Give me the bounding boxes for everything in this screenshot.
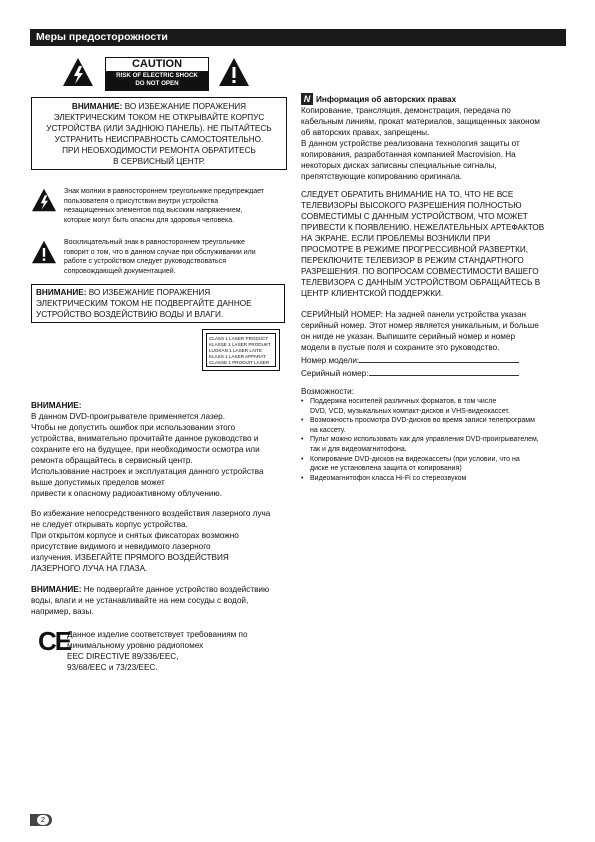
progressive-line: ЦЕНТР КЛИЕНТСКОЙ ПОДДЕРЖКИ. [301,289,444,298]
ce-text-line: минимальному уровню радиопомех [67,641,204,650]
lightning-note-line: которые могут быть опасны для здоровья человека. [64,216,235,224]
ce-compliance-text [67,629,292,673]
warning-box2-line-3: УСТРОЙСТВО ВОЗДЕЙСТВИЮ ВОДЫ И ВЛАГИ. [36,310,224,319]
caution-label [105,57,209,91]
laser-exposure-line: не следует открывать корпус устройства. [31,520,188,529]
model-number-row [301,353,571,366]
lightning-symbol-icon [31,188,57,212]
copyright-line: кабельным линиям, прокат материалов, защищенных законом [301,117,540,126]
progressive-scan-warning [301,189,571,299]
laser-label-line: LUOKAN 1 LASER LAITE [209,348,263,353]
progressive-line: СОВМЕСТИМЫ С ДАННЫМ УСТРОЙСТВОМ, ЧТО МОЖЕТ [301,212,528,221]
model-number-label: Номер модели: [301,356,360,365]
copyright-line: некоторых дисках записаны специальные сигналы, [301,161,497,170]
warning-box-line-4: УСТРАНИТЬ НЕИСПРАВНОСТЬ САМОСТОЯТЕЛЬНО. [54,135,264,144]
features-list [301,397,573,483]
copyright-line: В данном устройстве реализована технология защиты от [301,139,520,148]
model-number-blank [359,353,519,363]
page-number: 2 [37,815,49,825]
ce-text-line: Данное изделие соответствует требованиям по [67,630,248,639]
exclamation-note-line: говорит о том, что в данном случае при обслуживании или [64,248,256,256]
water-warning-line-1: ВНИМАНИЕ: Не подвергайте данное устройство воздействию [31,585,270,594]
copyright-line: Копирование, трансляция, демонстрация, передача по [301,106,511,115]
serial-line: серийный номер. Этот номер является уникальным, и больше [301,321,539,330]
feature-item: • Копирование DVD-дисков на видеокассеты (при условии, что на диске не установлена защита от копирования) [301,455,573,474]
feature-item: • Пульт можно использовать как для управления DVD-проигрывателем, так и для видеомагнитофона. [301,435,573,454]
exclamation-symbol-note [64,238,289,276]
serial-number-row [301,366,571,379]
exclamation-note-line: сопровождающей документацией. [64,267,176,275]
progressive-line: ПРОСМОТРЕ В РЕЖИМЕ ПРОГРЕССИВНОЙ РАЗВЕРТКИ, [301,245,529,254]
copyright-line: об авторских правах, запрещены. [301,128,430,137]
progressive-line: СЛЕДУЕТ ОБРАТИТЬ ВНИМАНИЕ НА ТО, ЧТО НЕ ВСЕ [301,190,514,199]
feature-item: • Возможность просмотра DVD-дисков во время записи телепрограмм на кассету. [301,416,573,435]
laser-warning-line: ремонта обращайтесь в сервисный центр. [31,456,193,465]
laser-label-line: KLASS 1 LASER APPARAT [209,354,266,359]
lightning-symbol-note [64,187,289,225]
warning-box-shock [31,97,287,170]
laser-label-line: CLASS 1 LASER PRODUCT [209,336,269,341]
laser-label-line: KLASSE 1 LASER PRODUKT [209,342,271,347]
features-heading: Возможности: [301,387,355,396]
copyright-heading: Информация об авторских правах [316,95,457,104]
laser-warning-section [31,400,293,499]
serial-number-label: Серийный номер: [301,369,369,378]
progressive-line: НА ЭКРАНЕ. ЕСЛИ ПРОБЛЕМЫ ВОЗНИКЛИ ПРИ [301,234,491,243]
lightning-note-line: Знак молнии в равностороннем треугольнике предупреждает [64,188,264,195]
exclamation-warning-icon [218,57,250,87]
laser-exposure-line: излучения. ИЗБЕГАЙТЕ ПРЯМОГО ВОЗДЕЙСТВИЯ [31,553,229,562]
water-warning-line-2: воды, влаги и не устанавливайте на нем сосуды с водой, [31,596,249,605]
ce-text-line: EEC DIRECTIVE 89/336/EEC, [67,652,179,661]
lightning-note-line: пользователя о присутствии внутри устройства [64,197,219,205]
laser-warning-line: выше допустимых пределов может [31,478,165,487]
feature-item: • Поддержка носителей различных форматов, в том числе DVD, VCD, музыкальных компакт-дисков и VHS-видеокассет. [301,397,573,416]
copyright-line: копирования, разработанная компанией Macrovision. На [301,150,516,159]
laser-warning-heading: ВНИМАНИЕ: [31,401,82,410]
laser-exposure-line: При открытом корпусе и снятых фиксаторах возможно [31,531,239,540]
laser-warning-line: В данном DVD-проигрывателе применяется лазер. [31,412,226,421]
progressive-line: ТЕЛЕВИЗОРЫ ВЫСОКОГО РАЗРЕШЕНИЯ ПОЛНОСТЬЮ [301,201,522,210]
warning-box-water [31,284,285,323]
serial-line: модели в пустые поля и сохраните это руководство. [301,343,500,352]
serial-number-section [301,309,571,379]
warning-box-line-6: В СЕРВИСНЫЙ ЦЕНТР. [113,157,205,166]
laser-exposure-line: присутствие видимого и невидимого лазерного [31,542,211,551]
laser-warning-line: устройства, внимательно прочитайте данное руководство и [31,434,259,443]
serial-number-blank [369,366,519,376]
laser-product-label [202,329,280,371]
lightning-warning-icon [62,57,94,87]
laser-exposure-line: ЛАЗЕРНОГО ЛУЧА НА ГЛАЗА. [31,564,148,573]
page-title: Меры предосторожности [36,31,168,43]
laser-exposure-line: Во избежание непосредственного воздействия лазерного луча [31,509,271,518]
warning-box-line-2: ЭЛЕКТРИЧЕСКИМ ТОКОМ НЕ ОТКРЫВАЙТЕ КОРПУС [53,113,265,122]
progressive-line: ТЕЛЕВИЗОРА С ДАННЫМ УСТРОЙСТВОМ ОБРАЩАЙТЕСЬ В [301,278,541,287]
laser-warning-line: Использование настроек и эксплуатация данного устройства [31,467,264,476]
progressive-line: ПРИВЕСТИ К ПОЯВЛЕНИЮ. НЕЖЕЛАТЕЛЬНЫХ АРТЕФАКТОВ [301,223,545,232]
warning-box-line-1: ВНИМАНИЕ: ВО ИЗБЕЖАНИЕ ПОРАЖЕНИЯ [71,102,247,111]
laser-label-line: CLASSE 1 PRODUIT LASER [209,360,270,365]
progressive-line: ПЕРЕКЛЮЧИТЕ ТЕЛЕВИЗОР В РЕЖИМ СТАНДАРТНОГО [301,256,524,265]
page-number-tab [30,814,52,826]
ce-text-line: 93/68/EEC и 73/23/EEC. [67,663,158,672]
copyright-note-icon: N [301,93,313,105]
laser-warning-line: Чтобы не допустить ошибок при использовании этого [31,423,236,432]
caution-line-1: RISK OF ELECTRIC SHOCK [116,72,198,79]
copyright-line: препятствующие копированию оригинала. [301,172,463,181]
laser-warning-line: сохраните его на будущее, при необходимости осмотра или [31,445,260,454]
warning-box2-line-1: ВНИМАНИЕ: ВО ИЗБЕЖАНИЕ ПОРАЖЕНИЯ [36,288,211,297]
serial-line: СЕРИЙНЫЙ НОМЕР: На задней панели устройства указан [301,310,527,319]
progressive-line: РАЗРЕШЕНИЯ. ПО ВОПРОСАМ СОВМЕСТИМОСТИ ВАШЕГО [301,267,539,276]
ce-mark-icon: CE [38,626,71,656]
section-header-bar [30,29,566,46]
serial-line: он нигде не указан. Выпишите серийный номер и номер [301,332,516,341]
exclamation-symbol-icon [31,240,57,264]
warning-box-line-5: ПРИ НЕОБХОДИМОСТИ РЕМОНТА ОБРАТИТЕСЬ [62,146,256,155]
laser-exposure-section [31,508,293,574]
water-warning-section [31,584,293,617]
copyright-text [301,105,571,182]
caution-line-2: DO NOT OPEN [135,80,179,87]
exclamation-note-line: работе с устройством следует руководствоваться [64,258,226,266]
lightning-note-line: незащищенных элементов под высоким напряжением, [64,207,243,215]
caution-graphic [62,57,252,93]
feature-item: • Видеомагнитофон класса Hi-Fi со стереозвуком [301,474,573,484]
exclamation-note-line: Восклицательный знак в равностороннем треугольнике [64,239,245,246]
warning-box2-line-2: ЭЛЕКТРИЧЕСКИМ ТОКОМ НЕ ПОДВЕРГАЙТЕ ДАННОЕ [36,299,252,308]
caution-title: CAUTION [106,58,208,71]
laser-warning-line: привести к опасному радиоактивному облучению. [31,489,222,498]
warning-box-line-3: УСТРОЙСТВА (ИЛИ ЗАДНЮЮ ПАНЕЛЬ). НЕ ПЫТАЙТЕСЬ [46,124,272,133]
water-warning-line-3: например, вазы. [31,607,94,616]
